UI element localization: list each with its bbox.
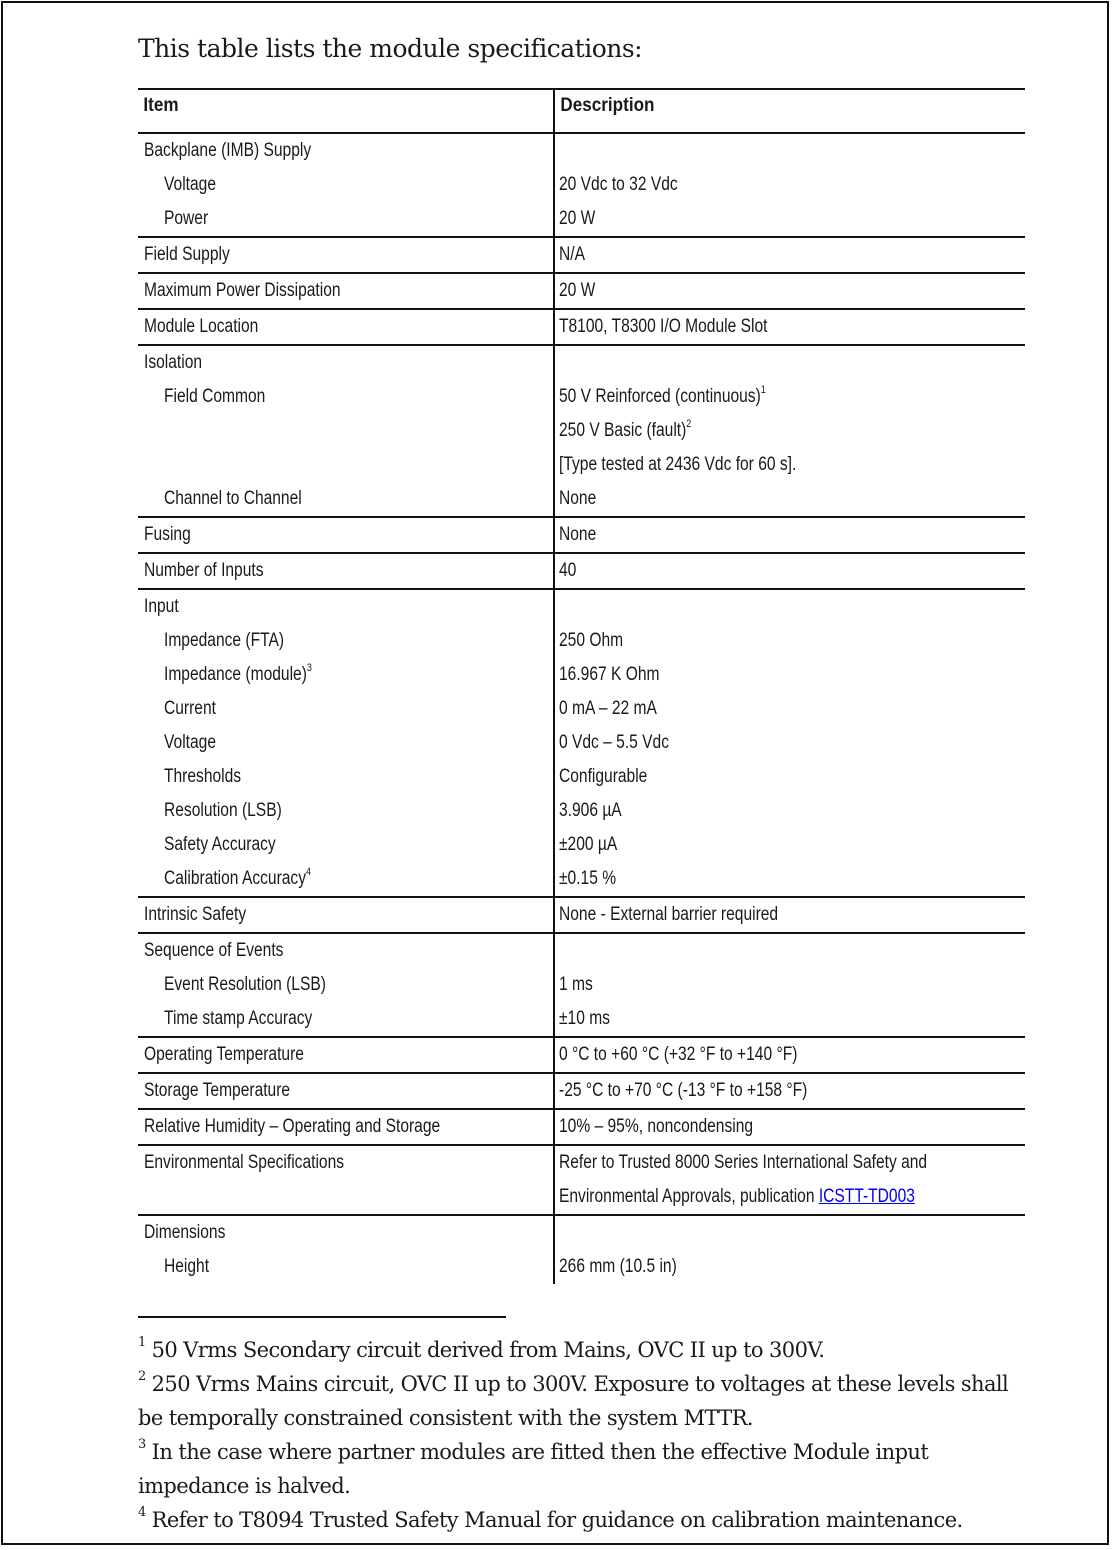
footnote-ref: 2 [686,417,692,430]
item-header: Item [143,95,179,116]
description-cell [553,898,1025,932]
intro-text: This table lists the module specifications: [138,34,643,63]
footnote-text: 250 Vrms Mains circuit, OVC II up to 300V. Exposure to voltages at these levels shall be temporally constrained consistent with the system MTTR. [138,1372,1009,1430]
footnote [138,1333,1038,1367]
item-line: Field Supply [144,244,230,265]
item-line: Operating Temperature [144,1044,304,1065]
item-cell [138,346,553,516]
description-line: 266 mm (10.5 in) [559,1256,677,1277]
footnote-text: In the case where partner modules are fitted then the effective Module input impedance is halved. [138,1440,929,1498]
item-cell [138,310,553,344]
item-line: Time stamp Accuracy [164,1008,313,1029]
footnote-ref: 1 [760,383,766,396]
item-cell [138,554,553,588]
item-line [138,414,553,448]
description-header: Description [560,95,655,116]
description-line: [Type tested at 2436 Vdc for 60 s]. [559,454,797,475]
description-line [555,134,1025,168]
item-line: Fusing [144,524,191,545]
item-line: Impedance (FTA) [164,630,285,651]
item-line: Intrinsic Safety [144,904,247,925]
item-line: Isolation [144,352,203,373]
description-line: N/A [559,244,585,265]
table-row [138,1074,1025,1110]
description-line: Environmental Approvals, publication ICSTT-TD003 [559,1186,915,1207]
item-cell [138,898,553,932]
item-cell [138,518,553,552]
description-line: 0 mA – 22 mA [559,698,657,719]
description-cell [553,310,1025,344]
item-line: Number of Inputs [144,560,264,581]
item-line: Event Resolution (LSB) [164,974,326,995]
item-cell [138,274,553,308]
description-line: ±10 ms [559,1008,610,1029]
footnote [138,1435,1038,1503]
description-line: 0 Vdc – 5.5 Vdc [559,732,670,753]
item-cell [138,238,553,272]
item-line: Sequence of Events [144,940,284,961]
description-line [555,934,1025,968]
item-line: Voltage [164,732,216,753]
description-line: Configurable [559,766,648,787]
table-row [138,134,1025,238]
table-row [138,934,1025,1038]
description-line: 10% – 95%, noncondensing [559,1116,754,1137]
table-row [138,346,1025,518]
item-line [138,1180,553,1214]
item-cell [138,934,553,1036]
description-line: 40 [559,560,577,581]
footnote [138,1367,1038,1435]
footnote-text: Refer to T8094 Trusted Safety Manual for guidance on calibration maintenance. [151,1508,963,1532]
item-line: Height [164,1256,210,1277]
description-line: 20 Vdc to 32 Vdc [559,174,678,195]
footnote-ref: 3 [306,661,312,674]
item-line: Thresholds [164,766,242,787]
item-line: Maximum Power Dissipation [144,280,341,301]
description-cell [553,1110,1025,1144]
item-line: Resolution (LSB) [164,800,282,821]
table-row [138,554,1025,590]
description-line [555,1216,1025,1250]
description-cell [553,934,1025,1036]
item-line: Environmental Specifications [144,1152,345,1173]
description-line: 1 ms [559,974,593,995]
footnote-text: 50 Vrms Secondary circuit derived from Mains, OVC II up to 300V. [151,1338,825,1362]
item-line: Input [144,596,179,617]
description-cell [553,554,1025,588]
description-line: 20 W [559,280,596,301]
footnote-ref: 4 [306,865,312,878]
table-row [138,518,1025,554]
description-cell [553,346,1025,516]
description-line: 250 V Basic (fault)$^2$ [559,417,692,441]
item-cell [138,134,553,236]
table-row [138,1110,1025,1146]
footnote [138,1503,1038,1537]
description-line: ±0.15 % [559,868,617,889]
table-row [138,274,1025,310]
table-row [138,310,1025,346]
description-line: 250 Ohm [559,630,624,651]
item-line: Field Common [164,386,266,407]
description-line [555,346,1025,380]
table-row [138,1038,1025,1074]
description-cell [553,590,1025,896]
footnote-rule [138,1316,506,1318]
item-line: Channel to Channel [164,488,302,509]
item-line: Module Location [144,316,259,337]
table-row [138,1216,1025,1284]
footnotes [138,1333,1038,1537]
item-line: Voltage [164,174,216,195]
description-line: None [559,488,597,509]
table-row [138,898,1025,934]
description-cell [553,1074,1025,1108]
item-cell [138,1146,553,1214]
item-line: Calibration Accuracy$^4$ [164,865,312,889]
item-line: Safety Accuracy [164,834,276,855]
description-cell [553,274,1025,308]
description-line: -25 °C to +70 °C (-13 °F to +158 °F) [559,1080,808,1101]
description-line: 3.906 µA [559,800,622,821]
table-body [138,134,1025,1284]
description-cell [553,1216,1025,1284]
item-line: Current [164,698,216,719]
item-line [138,448,553,482]
description-cell [553,518,1025,552]
table-row [138,238,1025,274]
table-row [138,1146,1025,1216]
description-line: 20 W [559,208,596,229]
item-line: Power [164,208,209,229]
footnote-mark: 4 [138,1505,146,1520]
item-line: Dimensions [144,1222,226,1243]
description-line: 16.967 K Ohm [559,664,660,685]
item-line: Relative Humidity – Operating and Storage [144,1116,441,1137]
description-line: 0 °C to +60 °C (+32 °F to +140 °F) [559,1044,798,1065]
item-line: Backplane (IMB) Supply [144,140,312,161]
item-cell [138,1216,553,1284]
footnote-mark: 1 [138,1335,146,1350]
publication-link[interactable]: ICSTT-TD003 [818,1186,915,1207]
item-line: Impedance (module)$^3$ [164,661,312,685]
spec-table [138,88,1025,1284]
description-line [555,590,1025,624]
description-cell [553,238,1025,272]
table-row [138,590,1025,898]
description-cell [553,1038,1025,1072]
description-line: Refer to Trusted 8000 Series International Safety and [559,1152,928,1173]
item-cell [138,1074,553,1108]
item-cell [138,1110,553,1144]
description-line: T8100, T8300 I/O Module Slot [559,316,768,337]
description-cell [553,134,1025,236]
description-line: 50 V Reinforced (continuous)$^1$ [559,383,766,407]
table-header [138,90,1025,134]
description-line: None - External barrier required [559,904,779,925]
footnote-mark: 2 [138,1369,146,1384]
description-line: None [559,524,597,545]
description-line: ±200 µA [559,834,618,855]
item-line: Storage Temperature [144,1080,291,1101]
description-cell [553,1146,1025,1214]
footnote-mark: 3 [138,1437,146,1452]
item-cell [138,1038,553,1072]
item-cell [138,590,553,896]
